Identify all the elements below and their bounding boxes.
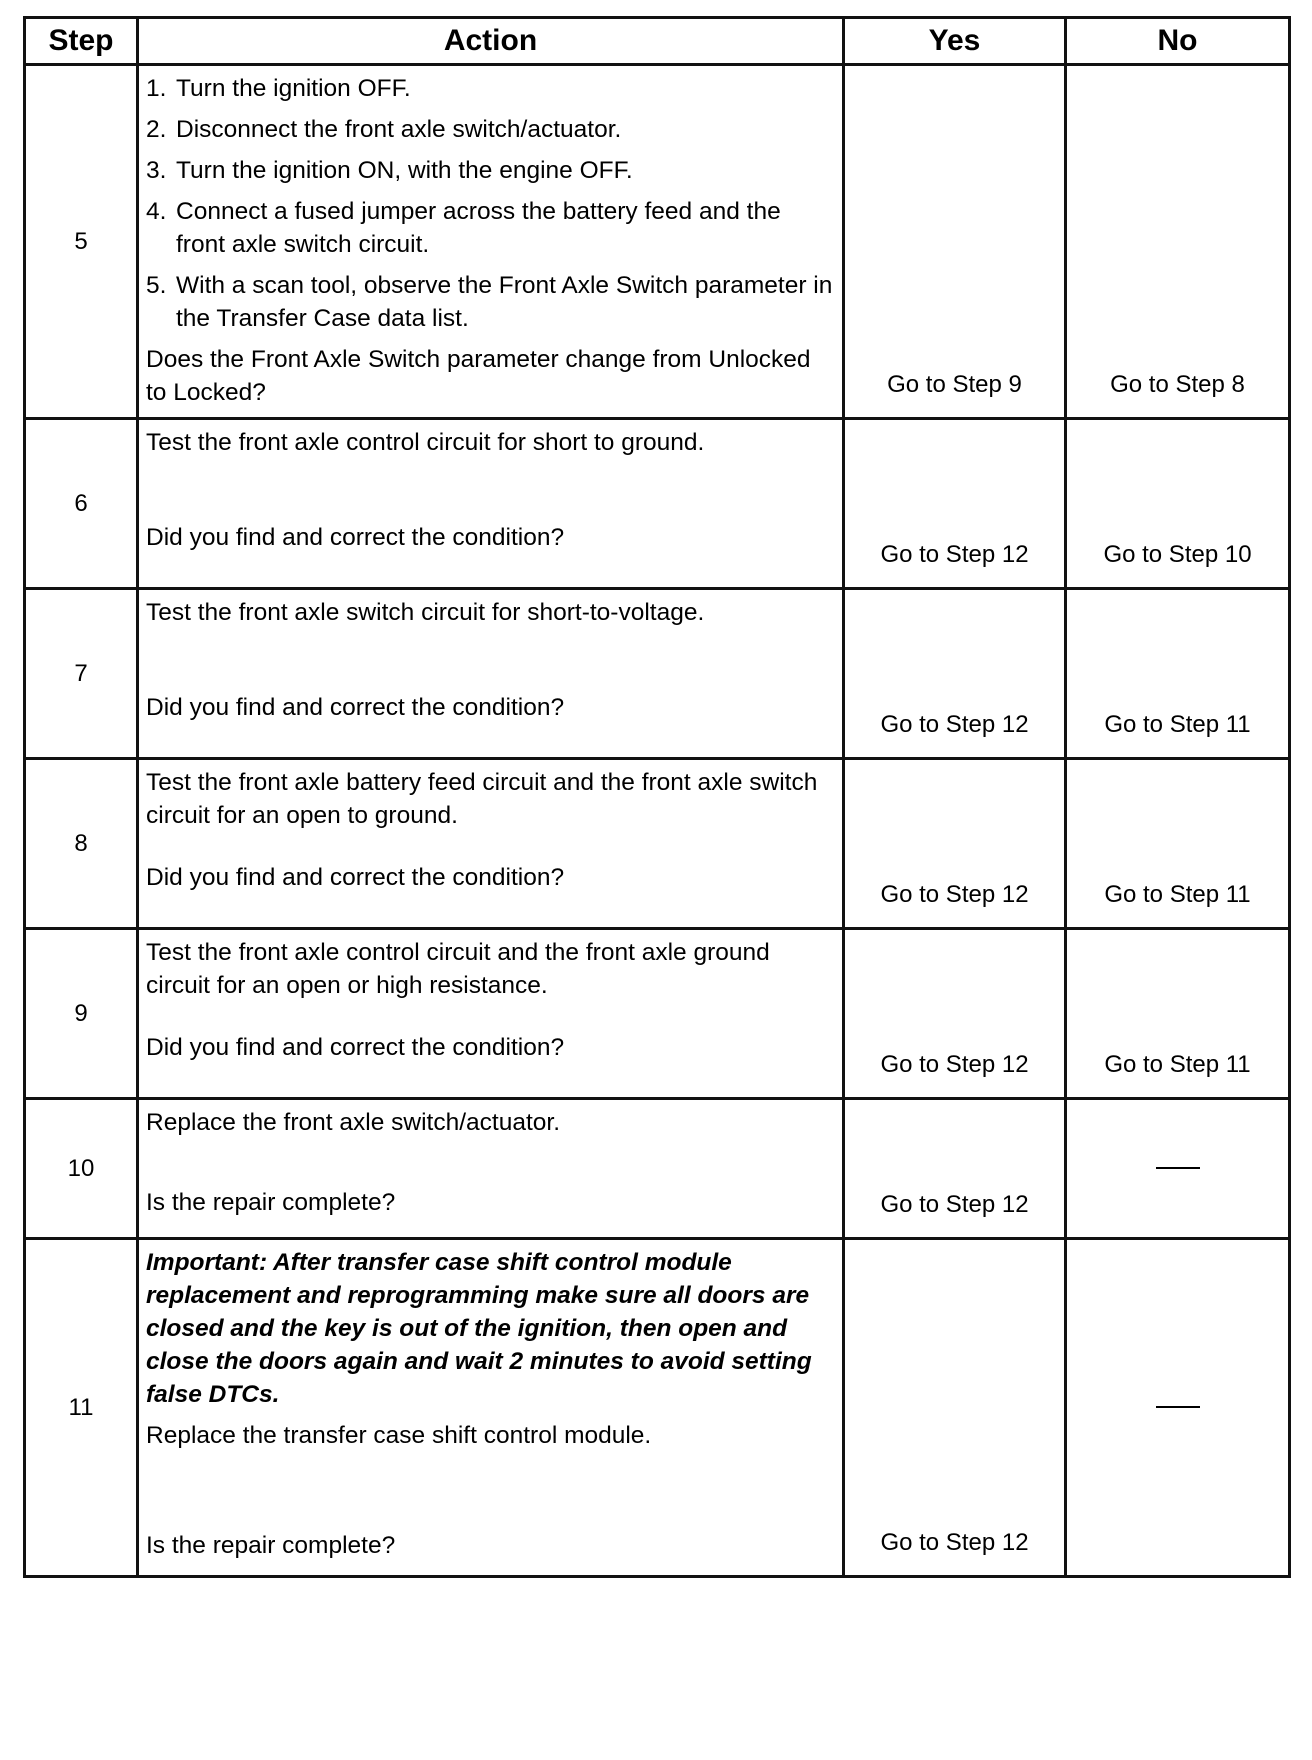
important-note: Important: After transfer case shift control module replacement and reprogramming make sure all doors are closed and the key is out of the ignition, then open and close the doors again and wait 2 minutes to avoid setting false DTCs. [146, 1249, 812, 1408]
yes-result: Go to Step 12 [844, 759, 1066, 929]
table-row [25, 65, 1290, 419]
action-cell [138, 759, 844, 929]
no-result: Go to Step 11 [1066, 759, 1290, 929]
header-action: Action [138, 18, 844, 65]
action-cell [138, 419, 844, 589]
table-row [25, 1099, 1290, 1239]
list-item: 5. With a scan tool, observe the Front Axle Switch parameter in the Transfer Case data list. [146, 272, 833, 332]
step-number: 10 [25, 1099, 138, 1239]
yes-result: Go to Step 12 [844, 1099, 1066, 1239]
dash-mark [1156, 1167, 1200, 1169]
step-number: 9 [25, 929, 138, 1099]
action-text: Replace the transfer case shift control module. [146, 1422, 652, 1449]
yes-result: Go to Step 12 [844, 1239, 1066, 1577]
yes-result: Go to Step 12 [844, 419, 1066, 589]
header-yes: Yes [844, 18, 1066, 65]
no-result [1066, 1099, 1290, 1239]
list-item: 4. Connect a fused jumper across the battery feed and the front axle switch circuit. [146, 198, 781, 258]
step-number: 7 [25, 589, 138, 759]
table-row [25, 419, 1290, 589]
step-number: 6 [25, 419, 138, 589]
header-step: Step [25, 18, 138, 65]
action-cell [138, 929, 844, 1099]
dash-mark [1156, 1406, 1200, 1408]
action-text: Replace the front axle switch/actuator. [146, 1109, 560, 1136]
step-number: 5 [25, 65, 138, 419]
no-result: Go to Step 11 [1066, 929, 1290, 1099]
no-result: Go to Step 11 [1066, 589, 1290, 759]
list-item: 1. Turn the ignition OFF. [146, 75, 411, 102]
table-row [25, 1239, 1290, 1577]
no-result: Go to Step 8 [1066, 65, 1290, 419]
action-question: Did you find and correct the condition? [146, 694, 565, 721]
no-result: Go to Step 10 [1066, 419, 1290, 589]
action-question: Is the repair complete? [146, 1189, 396, 1216]
action-question: Did you find and correct the condition? [146, 864, 565, 891]
action-question: Does the Front Axle Switch parameter change from Unlocked to Locked? [146, 346, 811, 406]
action-text: Test the front axle battery feed circuit and the front axle switch circuit for an open to ground. [146, 769, 818, 829]
no-result [1066, 1239, 1290, 1577]
yes-result: Go to Step 12 [844, 589, 1066, 759]
step-number: 11 [25, 1239, 138, 1577]
table-row [25, 929, 1290, 1099]
yes-result: Go to Step 9 [844, 65, 1066, 419]
action-question: Did you find and correct the condition? [146, 524, 565, 551]
action-cell [138, 65, 844, 419]
step-number: 8 [25, 759, 138, 929]
diagnostic-table [23, 16, 1291, 1578]
list-item: 2. Disconnect the front axle switch/actuator. [146, 116, 622, 143]
action-text: Test the front axle control circuit and the front axle ground circuit for an open or high resistance. [146, 939, 770, 999]
header-no: No [1066, 18, 1290, 65]
list-item: 3. Turn the ignition ON, with the engine OFF. [146, 157, 633, 184]
action-question: Is the repair complete? [146, 1532, 396, 1559]
action-text: Test the front axle control circuit for short to ground. [146, 429, 705, 456]
table-row [25, 589, 1290, 759]
header-row [25, 18, 1290, 65]
action-text: Test the front axle switch circuit for short-to-voltage. [146, 599, 705, 626]
action-question: Did you find and correct the condition? [146, 1034, 565, 1061]
table-row [25, 759, 1290, 929]
action-cell [138, 589, 844, 759]
yes-result: Go to Step 12 [844, 929, 1066, 1099]
action-cell [138, 1099, 844, 1239]
action-cell [138, 1239, 844, 1577]
